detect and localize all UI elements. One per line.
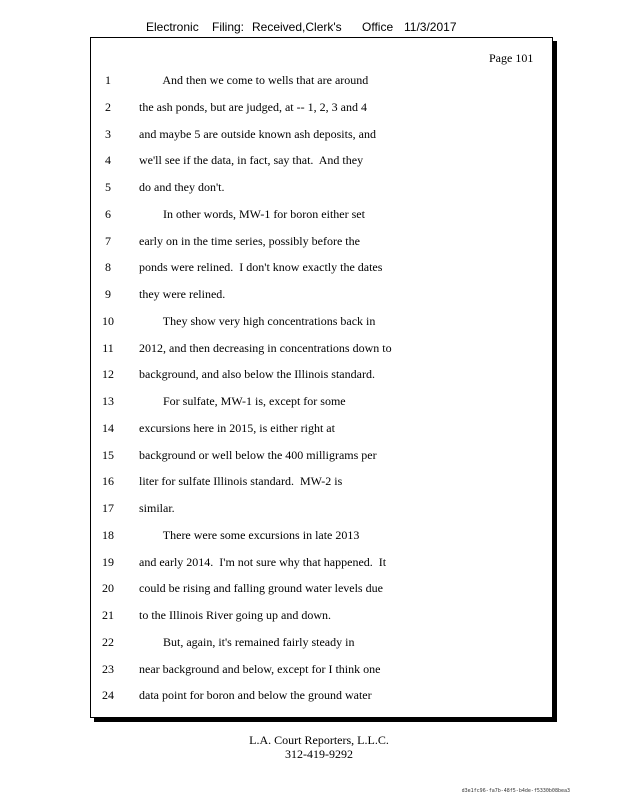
line-text: similar.	[139, 501, 175, 515]
line-text: They show very high concentrations back in	[139, 313, 376, 328]
transcript-line	[90, 448, 553, 468]
line-number: 2	[105, 99, 111, 114]
line-text: data point for boron and below the ground water	[139, 688, 372, 703]
line-number: 21	[102, 608, 114, 622]
transcript-line	[90, 581, 553, 601]
line-number: 14	[102, 420, 114, 435]
court-reporter-name: L.A. Court Reporters, L.L.C.	[249, 733, 389, 747]
line-number: 1	[105, 73, 111, 87]
line-number: 18	[102, 527, 114, 542]
transcript-line	[90, 528, 553, 548]
line-text: do and they don't.	[139, 180, 225, 194]
transcript-line	[90, 127, 553, 147]
line-number: 7	[105, 233, 111, 248]
line-number: 3	[105, 126, 111, 141]
line-number: 22	[102, 634, 114, 649]
transcript-line	[90, 635, 553, 655]
line-number: 15	[102, 447, 114, 462]
transcript-line	[90, 474, 553, 494]
line-text: For sulfate, MW-1 is, except for some	[139, 394, 346, 408]
transcript-line	[90, 421, 553, 441]
line-text: background, and also below the Illinois standard.	[139, 367, 375, 382]
line-text: And then we come to wells that are around	[139, 73, 369, 87]
transcript-line	[90, 555, 553, 575]
line-text: and maybe 5 are outside known ash deposits, and	[139, 126, 376, 141]
line-number: 9	[105, 287, 111, 301]
line-text: they were relined.	[139, 287, 226, 301]
line-text: we'll see if the data, in fact, say that. And they	[139, 153, 364, 168]
line-number: 19	[102, 554, 114, 569]
transcript-line	[90, 73, 553, 93]
transcript-line	[90, 662, 553, 682]
line-number: 16	[102, 474, 114, 489]
transcript-line	[90, 260, 553, 280]
line-text: to the Illinois River going up and down.	[139, 608, 331, 622]
line-number: 20	[102, 581, 114, 596]
line-number: 6	[105, 206, 111, 221]
filing-word: Electronic	[146, 20, 199, 34]
transcript-line	[90, 287, 553, 307]
court-reporter-phone: 312-419-9292	[285, 747, 353, 761]
line-number: 4	[105, 153, 111, 168]
line-number: 10	[102, 313, 114, 328]
transcript-line	[90, 341, 553, 361]
transcript-line	[90, 367, 553, 387]
document-id: d3e1fc96-fa7b-48f5-b4de-f5330b08bea3	[461, 788, 570, 794]
line-number: 5	[105, 180, 111, 194]
transcript-line	[90, 207, 553, 227]
transcript-line	[90, 234, 553, 254]
line-text: 2012, and then decreasing in concentrations down to	[139, 340, 392, 355]
line-text: But, again, it's remained fairly steady in	[139, 634, 355, 649]
transcript-line	[90, 314, 553, 334]
line-text: near background and below, except for I think one	[139, 661, 381, 676]
line-number: 23	[102, 661, 114, 676]
transcript-line	[90, 153, 553, 173]
line-number: 24	[102, 688, 114, 703]
transcript-line	[90, 180, 553, 200]
filing-word: Office	[362, 20, 394, 34]
line-number: 12	[102, 367, 114, 382]
filing-word: 11/3/2017	[404, 20, 457, 34]
transcript-line	[90, 394, 553, 414]
filing-word: Filing:	[212, 20, 245, 34]
transcript-line	[90, 688, 553, 708]
line-text: excursions here in 2015, is either right at	[139, 420, 335, 435]
line-text: ponds were relined. I don't know exactly the dates	[139, 260, 383, 275]
line-number: 17	[102, 501, 114, 515]
page-number: Page 101	[489, 51, 534, 65]
line-number: 13	[102, 394, 114, 408]
line-text: early on in the time series, possibly before the	[139, 233, 360, 248]
line-text: There were some excursions in late 2013	[139, 527, 360, 542]
transcript-line	[90, 608, 553, 628]
transcript-line	[90, 100, 553, 120]
line-text: In other words, MW-1 for boron either set	[139, 206, 365, 221]
line-text: background or well below the 400 milligrams per	[139, 447, 377, 462]
line-text: the ash ponds, but are judged, at -- 1, 2, 3 and 4	[139, 99, 367, 114]
line-text: and early 2014. I'm not sure why that happened. It	[139, 554, 387, 569]
line-text: liter for sulfate Illinois standard. MW-2 is	[139, 474, 343, 489]
line-number: 8	[105, 260, 111, 275]
line-number: 11	[102, 340, 114, 355]
transcript-line	[90, 501, 553, 521]
filing-word: Received,Clerk's	[252, 20, 342, 34]
line-text: could be rising and falling ground water levels due	[139, 581, 383, 596]
